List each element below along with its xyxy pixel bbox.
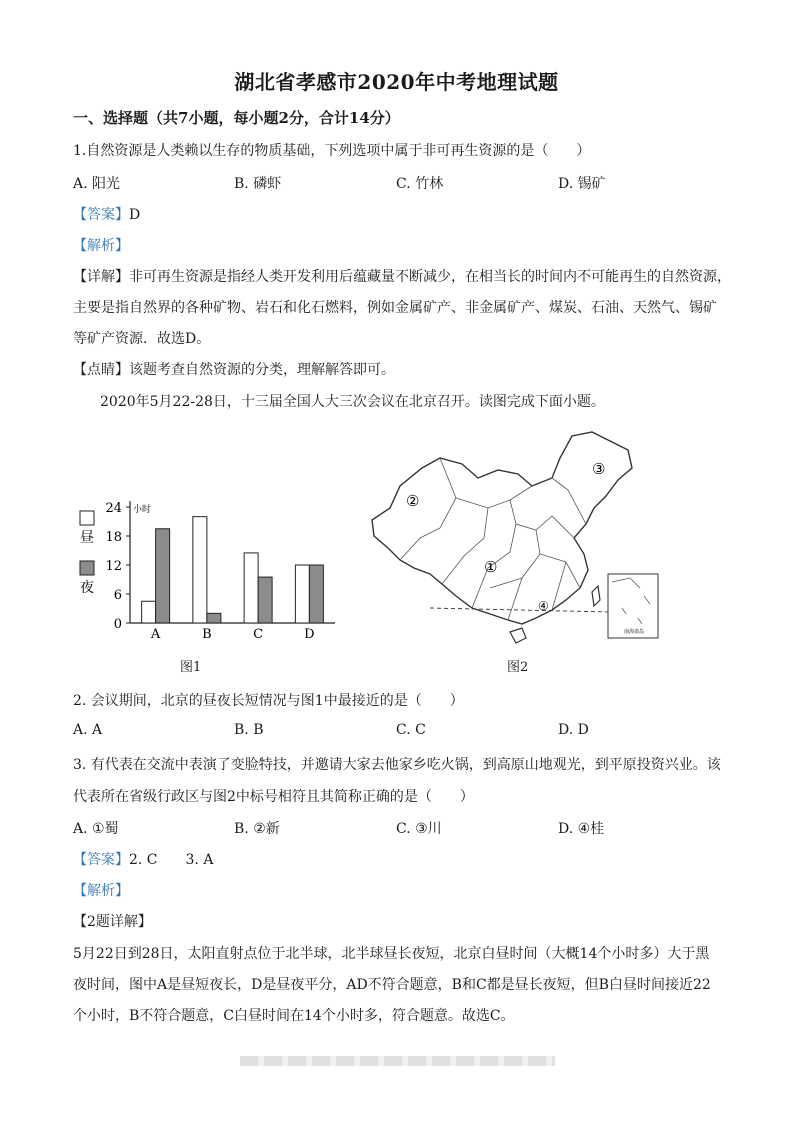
answers-text: 2. C 3. A bbox=[129, 852, 214, 868]
answer-value: D bbox=[129, 207, 141, 223]
bar-d-day bbox=[295, 565, 309, 623]
x-tick-label: A bbox=[150, 627, 161, 642]
bar-a-day bbox=[142, 601, 156, 623]
q3-stem-line-1: 3. 有代表在交流中表演了变脸特技，并邀请大家去他家乡吃火锅，到高原山地观光，到平原投资兴业。该 bbox=[73, 757, 721, 773]
q3-option-a: A. ①蜀 bbox=[73, 821, 119, 837]
group-intro: 2020年5月22-28日，十三届全国人大三次会议在北京召开。读图完成下面小题。 bbox=[100, 394, 605, 410]
q2-detail-line-1: 5月22日到28日，太阳直射点位于北半球，北半球昼长夜短，北京白昼时间（大概14个小时多）大于黑 bbox=[73, 946, 710, 962]
q1-detail-line-3: 等矿产资源．故选D。 bbox=[73, 331, 211, 347]
y-tick-label: 24 bbox=[105, 501, 122, 516]
y-tick-label: 12 bbox=[105, 559, 122, 574]
taiwan-island bbox=[592, 586, 600, 606]
page-title: 湖北省孝感市2020年中考地理试题 bbox=[234, 70, 559, 94]
figure-1-bar-chart bbox=[70, 495, 340, 645]
bar-c-day bbox=[244, 553, 258, 623]
q3-stem-line-2: 代表所在省级行政区与图2中标号相符且其简称正确的是（ ） bbox=[73, 789, 474, 805]
map-label-1: ① bbox=[484, 558, 498, 576]
legend-day-label: 昼 bbox=[80, 530, 94, 546]
q3-option-d: D. ④桂 bbox=[558, 821, 605, 837]
legend-day-swatch bbox=[80, 511, 94, 525]
q1-option-a: A. 阳光 bbox=[73, 176, 121, 192]
q3-option-c: C. ③川 bbox=[396, 821, 442, 837]
figure-2-china-map bbox=[360, 428, 670, 650]
q2-detail-line-2: 夜时间，图中A是昼短夜长，D是昼夜平分，AD不符合题意，B和C都是昼长夜短，但B白昼时间接近22 bbox=[73, 977, 711, 993]
group-answers bbox=[73, 849, 213, 869]
inset-label: 南海诸岛 bbox=[624, 629, 645, 635]
group-analysis-tag: 【解析】 bbox=[73, 883, 129, 899]
section-heading: 一、选择题（共7小题，每小题2分，合计14分） bbox=[73, 109, 400, 127]
q2-option-b: B. B bbox=[234, 722, 264, 738]
province-borders bbox=[400, 458, 586, 620]
q2-option-d: D. D bbox=[558, 722, 589, 738]
detail-tag: 【详解】 bbox=[73, 269, 129, 285]
x-tick-label: D bbox=[304, 627, 315, 642]
bar-a-night bbox=[156, 529, 170, 623]
map-label-2: ② bbox=[406, 492, 420, 510]
q1-option-c: C. 竹林 bbox=[396, 176, 444, 192]
q2-stem: 2. 会议期间，北京的昼夜长短情况与图1中最接近的是（ ） bbox=[73, 693, 464, 709]
y-tick-label: 6 bbox=[113, 588, 122, 603]
answer-tag: 【答案】 bbox=[73, 207, 129, 223]
tropic-line bbox=[430, 608, 610, 612]
q1-stem: 1.自然资源是人类赖以生存的物质基础，下列选项中属于非可再生资源的是（ ） bbox=[73, 143, 591, 159]
footer-watermark bbox=[240, 1056, 555, 1066]
q2-option-c: C. C bbox=[396, 722, 426, 738]
q1-comment bbox=[73, 359, 395, 379]
comment-text: 该题考查自然资源的分类，理解解答即可。 bbox=[129, 362, 395, 378]
y-tick-label: 18 bbox=[105, 530, 122, 545]
q2-detail-line-3: 个小时，B不符合题意，C白昼时间在14个小时多，符合题意。故选C。 bbox=[73, 1008, 515, 1024]
y-axis-label: 小时 bbox=[133, 505, 152, 515]
legend-night-swatch bbox=[80, 561, 94, 575]
bar-c-night bbox=[258, 577, 272, 623]
bar-d-night bbox=[309, 565, 323, 623]
hainan-island bbox=[510, 628, 526, 643]
q1-option-d: D. 锡矿 bbox=[558, 176, 606, 192]
figure-1-caption: 图1 bbox=[180, 660, 202, 675]
x-tick-label: B bbox=[202, 627, 212, 642]
bar-b-day bbox=[193, 517, 207, 623]
q1-analysis-tag: 【解析】 bbox=[73, 238, 129, 254]
y-tick-label: 0 bbox=[113, 617, 122, 632]
map-label-4: ④ bbox=[538, 599, 549, 613]
figure-2-caption: 图2 bbox=[507, 660, 529, 675]
q1-detail-line-2: 主要是指自然界的各种矿物、岩石和化石燃料，例如金属矿产、非金属矿产、煤炭、石油、天然气、锡矿 bbox=[73, 300, 717, 316]
q1-detail-line-1 bbox=[73, 266, 731, 286]
map-label-3: ③ bbox=[592, 460, 606, 478]
q2-detail-tag: 【2题详解】 bbox=[73, 914, 152, 930]
bar-b-night bbox=[207, 613, 221, 623]
legend-night-label: 夜 bbox=[80, 580, 94, 596]
q1-answer bbox=[73, 204, 140, 224]
q2-option-a: A. A bbox=[73, 722, 103, 738]
x-tick-label: C bbox=[253, 627, 264, 642]
comment-tag: 【点睛】 bbox=[73, 362, 129, 378]
q1-option-b: B. 磷虾 bbox=[234, 176, 282, 192]
q3-option-b: B. ②新 bbox=[234, 821, 280, 837]
detail-text: 非可再生资源是指经人类开发利用后蕴藏量不断减少，在相当长的时间内不可能再生的自然资源， bbox=[129, 269, 731, 285]
answers-tag: 【答案】 bbox=[73, 852, 129, 868]
